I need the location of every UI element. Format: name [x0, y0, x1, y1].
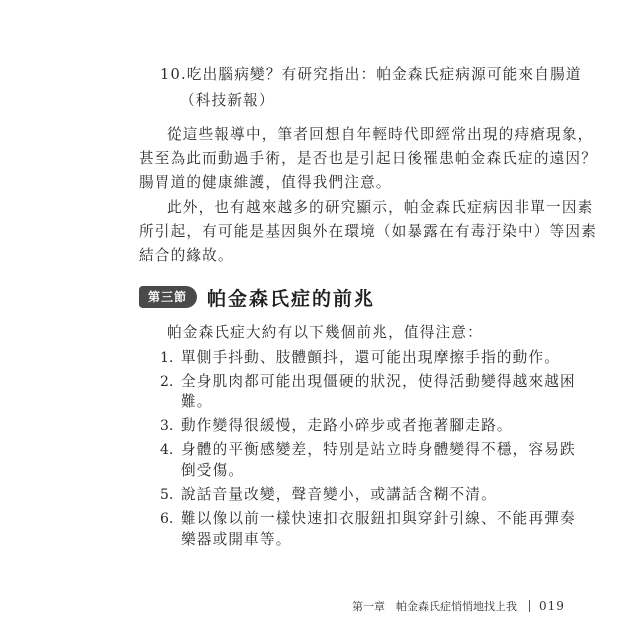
paragraph-1-line-3: 腸胃道的健康維護，值得我們注意。 [139, 174, 392, 191]
list-item-2-line-1: 全身肌肉都可能出現僵硬的狀況，使得活動變得越來越困 [181, 373, 576, 390]
list-item-5-number: 5. [160, 487, 174, 503]
paragraph-2-line-1: 此外，也有越來越多的研究顯示，帕金森氏症病因非單一因素 [167, 199, 594, 216]
page-footer [352, 600, 565, 612]
section-title: 帕金森氏症的前兆 [207, 287, 376, 310]
reference-line-1: 10.吃出腦病變？有研究指出：帕金森氏症病源可能來自腸道 [160, 66, 582, 83]
section-heading [139, 284, 375, 310]
paragraph-1-line-1: 從這些報導中，筆者回想自年輕時代即經常出現的痔瘡現象， [167, 126, 594, 143]
list-item-3-line-1: 動作變得很緩慢，走路小碎步或者拖著腳走路。 [181, 417, 513, 434]
list-item-3-number: 3. [160, 418, 174, 434]
list-item-2-number: 2. [160, 374, 174, 390]
section-badge: 第三節 [139, 286, 197, 308]
list-item-1-number: 1. [160, 350, 174, 366]
chapter-title: 第一章 帕金森氏症悄悄地找上我 [352, 599, 517, 613]
paragraph-1-line-2: 甚至為此而動過手術，是否也是引起日後罹患帕金森氏症的遠因？ [139, 150, 598, 167]
list-item-6-number: 6. [160, 511, 174, 527]
list-item-4-line-1: 身體的平衡感變差，特別是站立時身體變得不穩，容易跌 [181, 441, 576, 458]
list-item-4-line-2: 倒受傷。 [181, 462, 245, 479]
list-item-1-line-1: 單側手抖動、肢體顫抖，還可能出現摩擦手指的動作。 [181, 349, 561, 366]
list-item-6-line-2: 樂器或開車等。 [181, 531, 292, 548]
list-item-6-line-1: 難以像以前一樣快速扣衣服鈕扣與穿針引線、不能再彈奏 [181, 510, 576, 527]
list-intro: 帕金森氏症大約有以下幾個前兆，值得注意： [167, 324, 483, 341]
page-number: 019 [539, 599, 565, 613]
reference-source: （科技新報） [180, 92, 275, 109]
list-item-5-line-1: 說話音量改變，聲音變小，或講話含糊不清。 [181, 486, 497, 503]
paragraph-2-line-2: 所引起，有可能是基因與外在環境（如暴露在有毒汙染中）等因素 [139, 223, 598, 240]
list-item-4-number: 4. [160, 442, 174, 458]
footer-divider [529, 600, 530, 612]
paragraph-2-line-3: 結合的緣故。 [139, 247, 234, 264]
list-item-2-line-2: 難。 [181, 393, 213, 410]
